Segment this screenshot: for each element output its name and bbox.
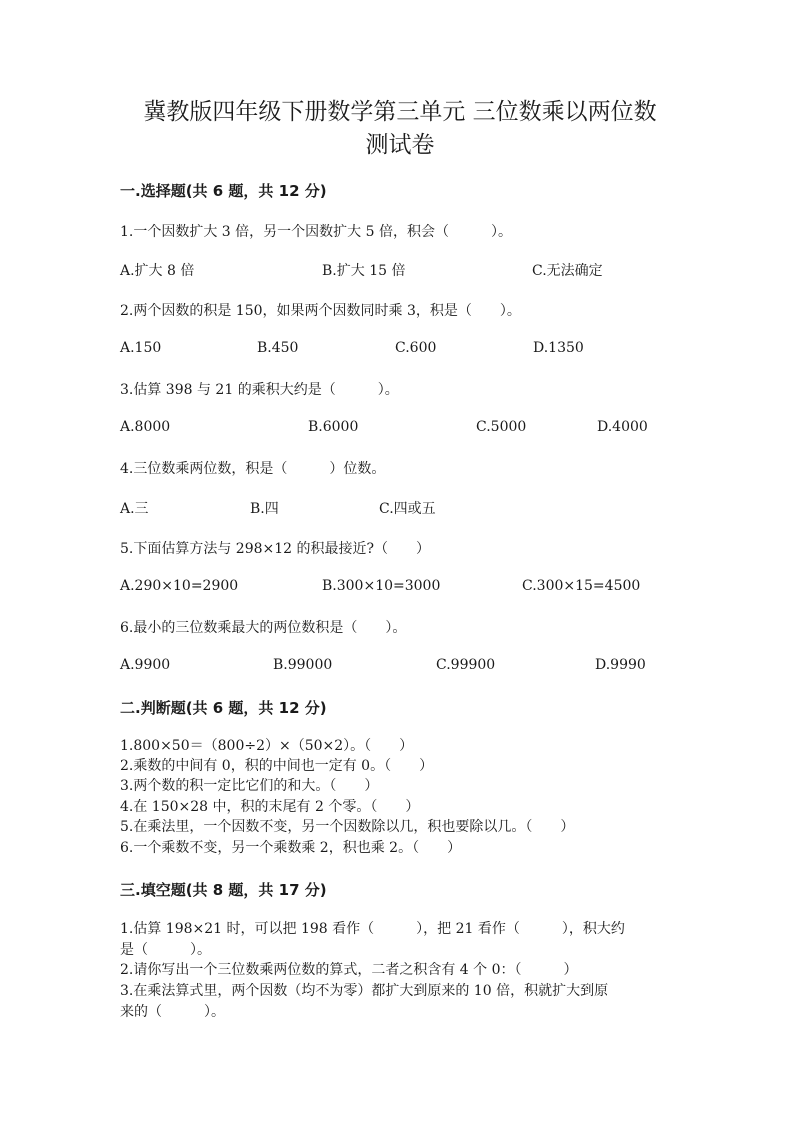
q6-option-d: D.9990 [595, 657, 646, 673]
question-5: 5.下面估算方法与 298×12 的积最接近?（ ） [120, 541, 431, 557]
q4-option-b: B.四 [250, 501, 279, 517]
judgement-item: 3.两个数的积一定比它们的和大。（ ） [120, 778, 379, 794]
judgement-item: 4.在 150×28 中，积的末尾有 2 个零。（ ） [120, 799, 420, 815]
fill-blank-line: 3.在乘法算式里，两个因数（均不为零）都扩大到原来的 10 倍，积就扩大到原 [120, 983, 609, 999]
q1-option-c: C.无法确定 [532, 263, 603, 279]
q4-option-c: C.四或五 [379, 501, 436, 517]
q2-option-d: D.1350 [533, 340, 584, 356]
fill-blank-line: 2.请你写出一个三位数乘两位数的算式，二者之积含有 4 个 0：（ ） [120, 962, 578, 978]
q5-option-b: B.300×10=3000 [322, 578, 441, 594]
question-2: 2.两个因数的积是 150，如果两个因数同时乘 3，积是（ ）。 [120, 303, 521, 319]
fill-blank-line: 1.估算 198×21 时，可以把 198 看作（ ），把 21 看作（ ），积大约 [120, 921, 625, 937]
q3-option-b: B.6000 [308, 419, 359, 435]
title-line-2: 测试卷 [365, 132, 435, 158]
question-4: 4.三位数乘两位数，积是（ ）位数。 [120, 461, 386, 477]
section-heading-fill-blank: 三.填空题(共 8 题，共 17 分) [120, 881, 327, 899]
q3-option-c: C.5000 [476, 419, 527, 435]
q6-option-b: B.99000 [273, 657, 333, 673]
q2-option-b: B.450 [257, 340, 299, 356]
page-title [100, 96, 700, 162]
question-3: 3.估算 398 与 21 的乘积大约是（ ）。 [120, 382, 399, 398]
q2-option-a: A.150 [120, 340, 162, 356]
q6-option-c: C.99900 [436, 657, 496, 673]
section-heading-choice: 一.选择题(共 6 题，共 12 分) [120, 182, 327, 200]
q3-option-a: A.8000 [120, 419, 171, 435]
q2-option-c: C.600 [395, 340, 437, 356]
title-line-1: 冀教版四年级下册数学第三单元 三位数乘以两位数 [143, 99, 657, 125]
q1-option-b: B.扩大 15 倍 [322, 263, 406, 279]
q4-option-a: A.三 [120, 501, 149, 517]
section-heading-judgement: 二.判断题(共 6 题，共 12 分) [120, 699, 327, 717]
judgement-item: 5.在乘法里，一个因数不变，另一个因数除以几，积也要除以几。（ ） [120, 819, 575, 835]
fill-blank-line: 来的（ ）。 [120, 1004, 225, 1020]
judgement-item: 1.800×50＝（800÷2）×（50×2）。（ ） [120, 738, 414, 754]
question-1: 1.一个因数扩大 3 倍，另一个因数扩大 5 倍，积会（ ）。 [120, 224, 512, 240]
fill-blank-line: 是（ ）。 [120, 942, 211, 958]
judgement-item: 6.一个乘数不变，另一个乘数乘 2，积也乘 2。（ ） [120, 840, 462, 856]
q6-option-a: A.9900 [120, 657, 171, 673]
q1-option-a: A.扩大 8 倍 [120, 263, 195, 279]
judgement-item: 2.乘数的中间有 0，积的中间也一定有 0。（ ） [120, 758, 434, 774]
q5-option-a: A.290×10=2900 [120, 578, 239, 594]
question-6: 6.最小的三位数乘最大的两位数积是（ ）。 [120, 620, 407, 636]
q5-option-c: C.300×15=4500 [522, 578, 641, 594]
q3-option-d: D.4000 [597, 419, 648, 435]
